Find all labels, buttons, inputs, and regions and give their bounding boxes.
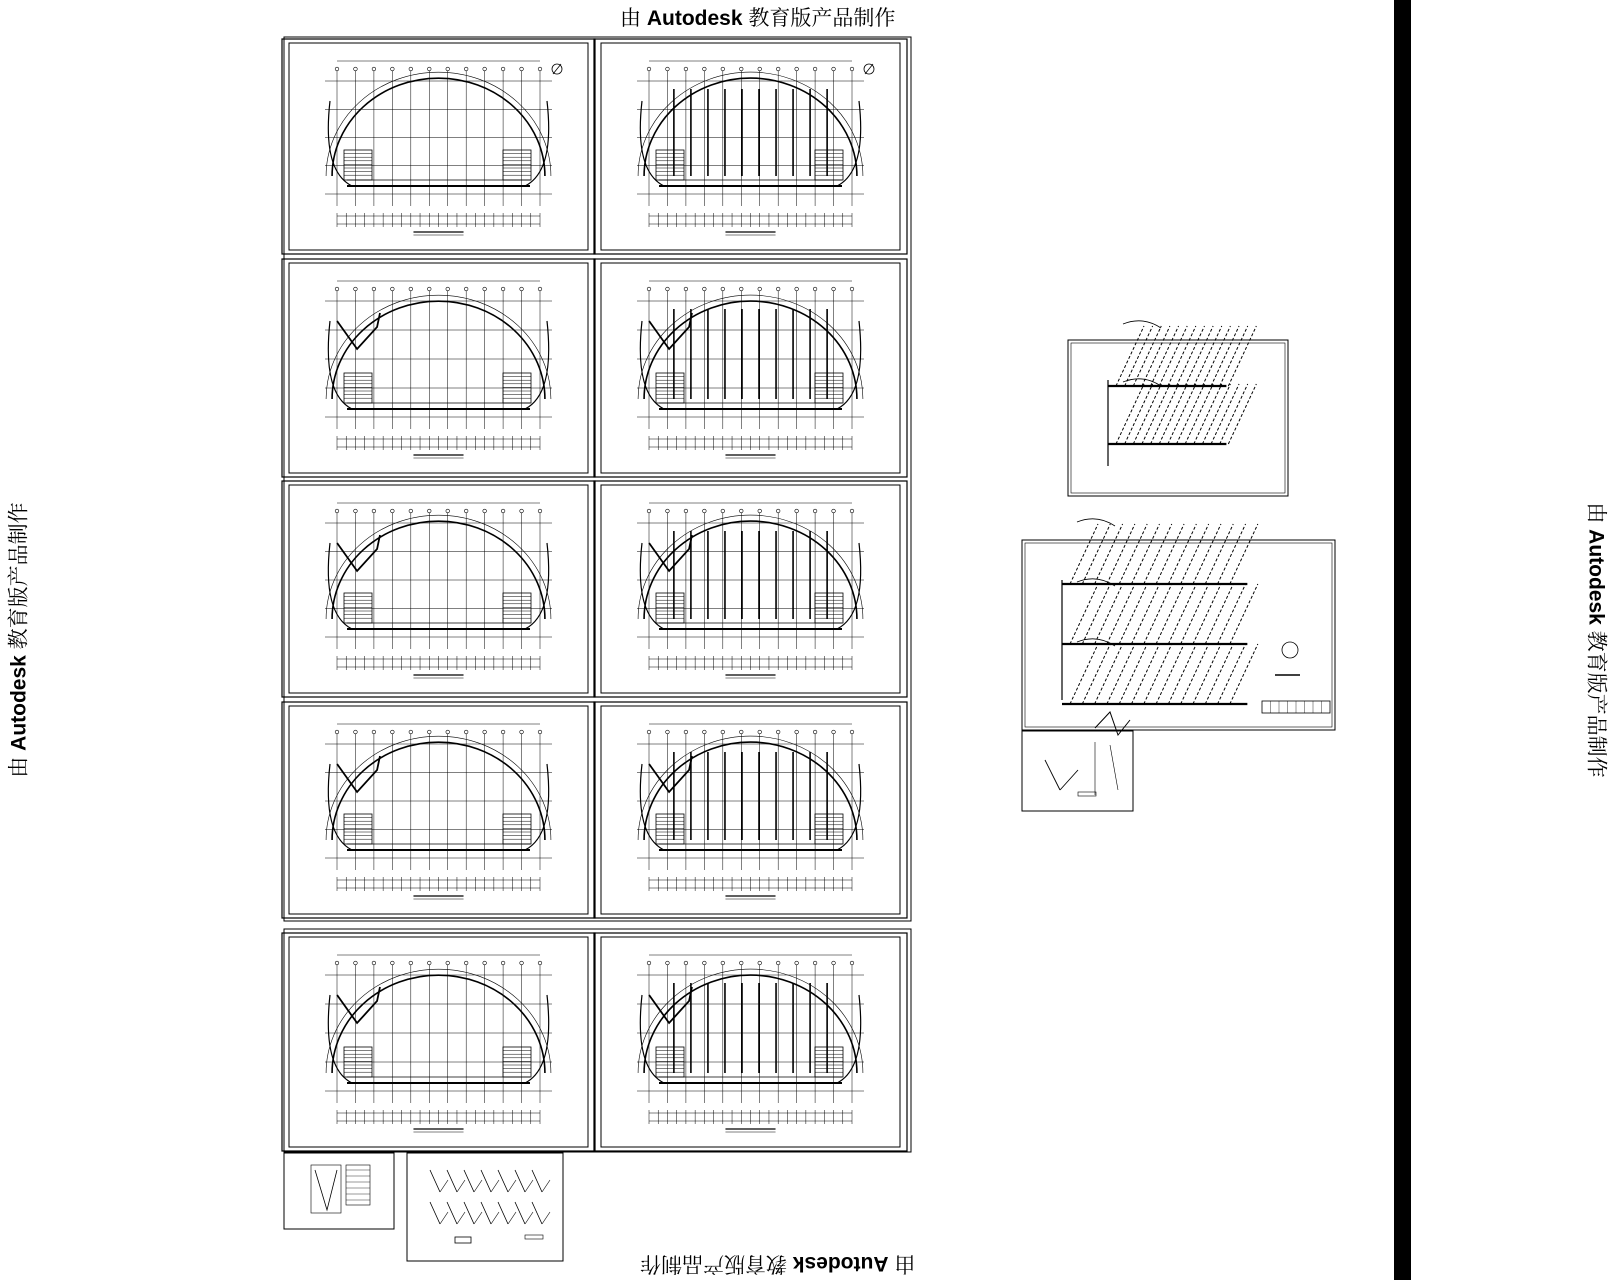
arch-wall	[644, 742, 857, 840]
floor-plan-sheet	[282, 702, 595, 918]
water-supply-system-diagram-1	[1068, 321, 1288, 496]
sheet-border	[1068, 340, 1288, 496]
floor-plan-sheet	[594, 702, 907, 918]
detail-sheet-riser	[1022, 731, 1133, 811]
stair-block	[815, 814, 843, 844]
stair-block	[815, 593, 843, 623]
arch-wall	[644, 301, 857, 399]
floor-plan-sheet	[594, 933, 907, 1151]
detail-sheet-isometric	[407, 1153, 563, 1261]
sheet-border	[284, 1153, 394, 1229]
sheet-inner-border	[1025, 543, 1332, 727]
floor-plan-sheet	[282, 259, 595, 477]
arch-wall	[332, 301, 545, 399]
stair-block	[656, 150, 684, 180]
watermark-left: 由 Autodesk 教育版产品制作	[7, 502, 31, 778]
stair-block	[503, 814, 531, 844]
watermark-right: 由 Autodesk 教育版产品制作	[1584, 502, 1608, 778]
floor-plan-sheet	[282, 39, 595, 254]
arch-wall	[332, 975, 545, 1073]
detail-sheet-stair	[284, 1153, 394, 1229]
water-supply-system-diagram-2	[1022, 519, 1335, 735]
arch-wall	[644, 975, 857, 1073]
floor-plan-sheet	[594, 39, 907, 254]
arch-wall	[332, 742, 545, 840]
floor-plan-sheet	[594, 481, 907, 697]
watermark-top: 由 Autodesk 教育版产品制作	[620, 7, 896, 30]
watermark-bottom: 由 Autodesk 教育版产品制作	[640, 1252, 916, 1275]
stair-block	[344, 593, 372, 623]
stair-block	[815, 150, 843, 180]
sheet-border	[407, 1153, 563, 1261]
stair-block	[503, 593, 531, 623]
arch-wall	[644, 78, 857, 176]
drawing-group-frame	[284, 37, 911, 921]
arch-wall	[644, 521, 857, 619]
stair-block	[344, 814, 372, 844]
stair-block	[344, 150, 372, 180]
valve-detail-icon	[1282, 642, 1298, 658]
arch-wall	[332, 78, 545, 176]
stair-block	[656, 814, 684, 844]
floor-plan-sheet	[282, 933, 595, 1151]
sheet-border	[1022, 540, 1335, 730]
arch-wall	[332, 521, 545, 619]
floor-plan-sheet	[594, 259, 907, 477]
stair-block	[656, 593, 684, 623]
floor-plan-sheet	[282, 481, 595, 697]
sheet-inner-border	[1071, 343, 1285, 493]
stair-block	[503, 150, 531, 180]
